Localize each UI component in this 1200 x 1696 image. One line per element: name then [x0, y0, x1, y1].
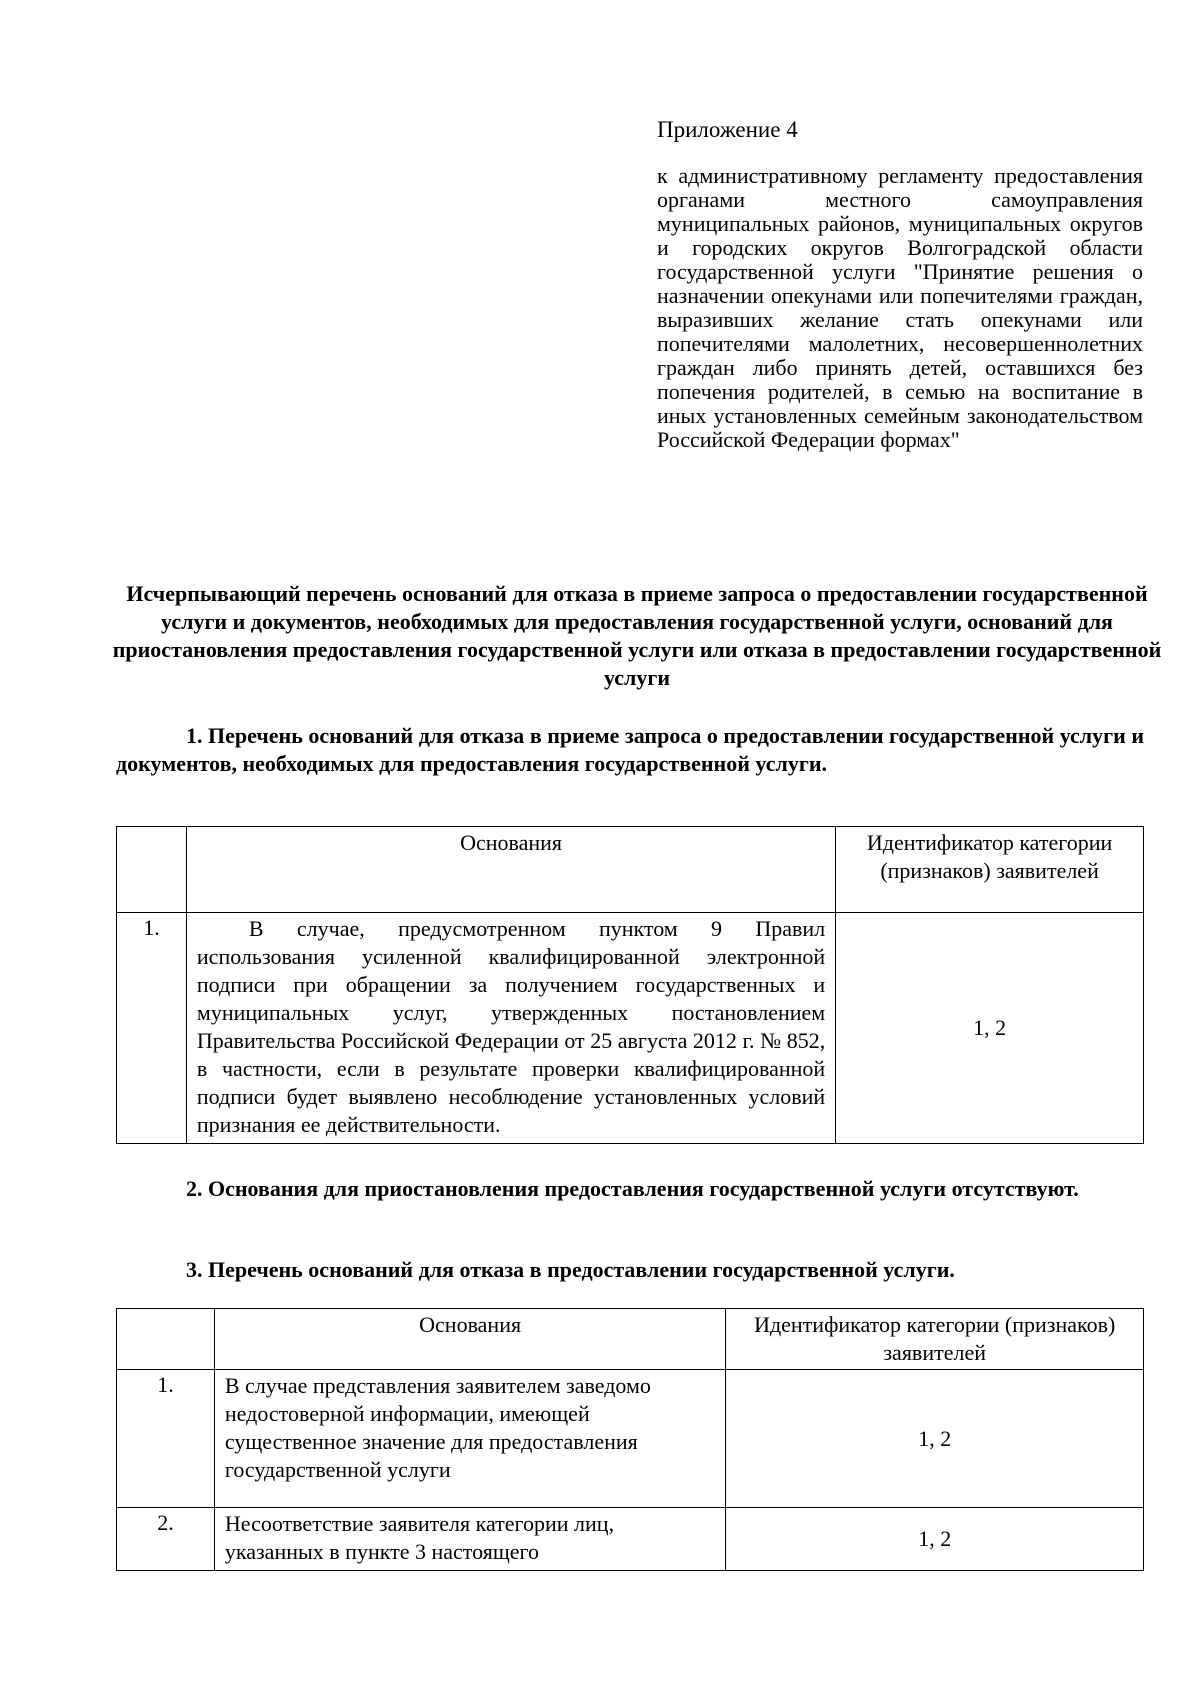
appendix-title: Приложение 4 [657, 117, 798, 142]
row-num-cell: 2. [117, 1508, 215, 1571]
row-text-cell: В случае, предусмотренном пунктом 9 Правил использования усиленной квалифицированной электронной подписи при обращении за получением государственных и муниципальных услуг, утвержденных постановлением Правительства Российской Федерации от 25 августа 2012 г. № 852, в частности, если в результате проверки квалифицированной подписи будет выявлено несоблюдение установленных условий признания ее действительности. [186, 913, 835, 1144]
section-1-title: 1. Перечень оснований для отказа в приеме запроса о предоставлении государственной услуги и документов, необходимых для предоставления государственной услуги. [116, 723, 1144, 776]
section-2-title: 2. Основания для приостановления предоставления государственной услуги отсутствуют. [186, 1176, 1079, 1201]
row-id-cell: 1, 2 [836, 913, 1144, 1144]
row-text-cell: Несоответствие заявителя категории лиц, указанных в пункте 3 настоящего [214, 1508, 726, 1571]
header-num-cell [117, 1309, 215, 1370]
table-row [117, 1370, 1144, 1508]
table-header-row [117, 827, 1144, 913]
table-row [117, 913, 1144, 1144]
header-id-cell: Идентификатор категории (признаков) заявителей [726, 1309, 1144, 1370]
table-row [117, 1508, 1144, 1571]
header-num-cell [117, 827, 187, 913]
appendix-block [657, 118, 1143, 452]
refusal-acceptance-table [116, 826, 1144, 1144]
row-num-cell: 1. [117, 913, 187, 1144]
row-id-cell: 1, 2 [726, 1370, 1144, 1508]
header-basis-cell: Основания [186, 827, 835, 913]
header-id-cell: Идентификатор категории (признаков) заявителей [836, 827, 1144, 913]
appendix-body: к административному регламенту предоставления органами местного самоуправления муниципальных районов, муниципальных округов и городских округов Волгоградской области государственной услуги "Принятие решения о назначении опекунами или попечителями граждан, выразивших желание стать опекунами или попечителями малолетних, несовершеннолетних граждан либо принять детей, оставшихся без попечения родителей, в семью на воспитание в иных установленных семейным законодательством Российской Федерации формах" [657, 163, 1143, 452]
document-heading: Исчерпывающий перечень оснований для отказа в приеме запроса о предоставлении государственной услуги и документов, необходимых для предоставления государственной услуги, оснований для приостановления предоставления государственной услуги или отказа в предоставлении государственной услуги [112, 581, 1162, 690]
row-id-cell: 1, 2 [726, 1508, 1144, 1571]
row-num-cell: 1. [117, 1370, 215, 1508]
row-text-cell: В случае представления заявителем заведомо недостоверной информации, имеющей существенное значение для предоставления государственной услуги [214, 1370, 726, 1508]
refusal-service-table [116, 1308, 1144, 1571]
section-3-title: 3. Перечень оснований для отказа в предоставлении государственной услуги. [186, 1257, 955, 1282]
header-basis-cell: Основания [214, 1309, 726, 1370]
table-header-row [117, 1309, 1144, 1370]
